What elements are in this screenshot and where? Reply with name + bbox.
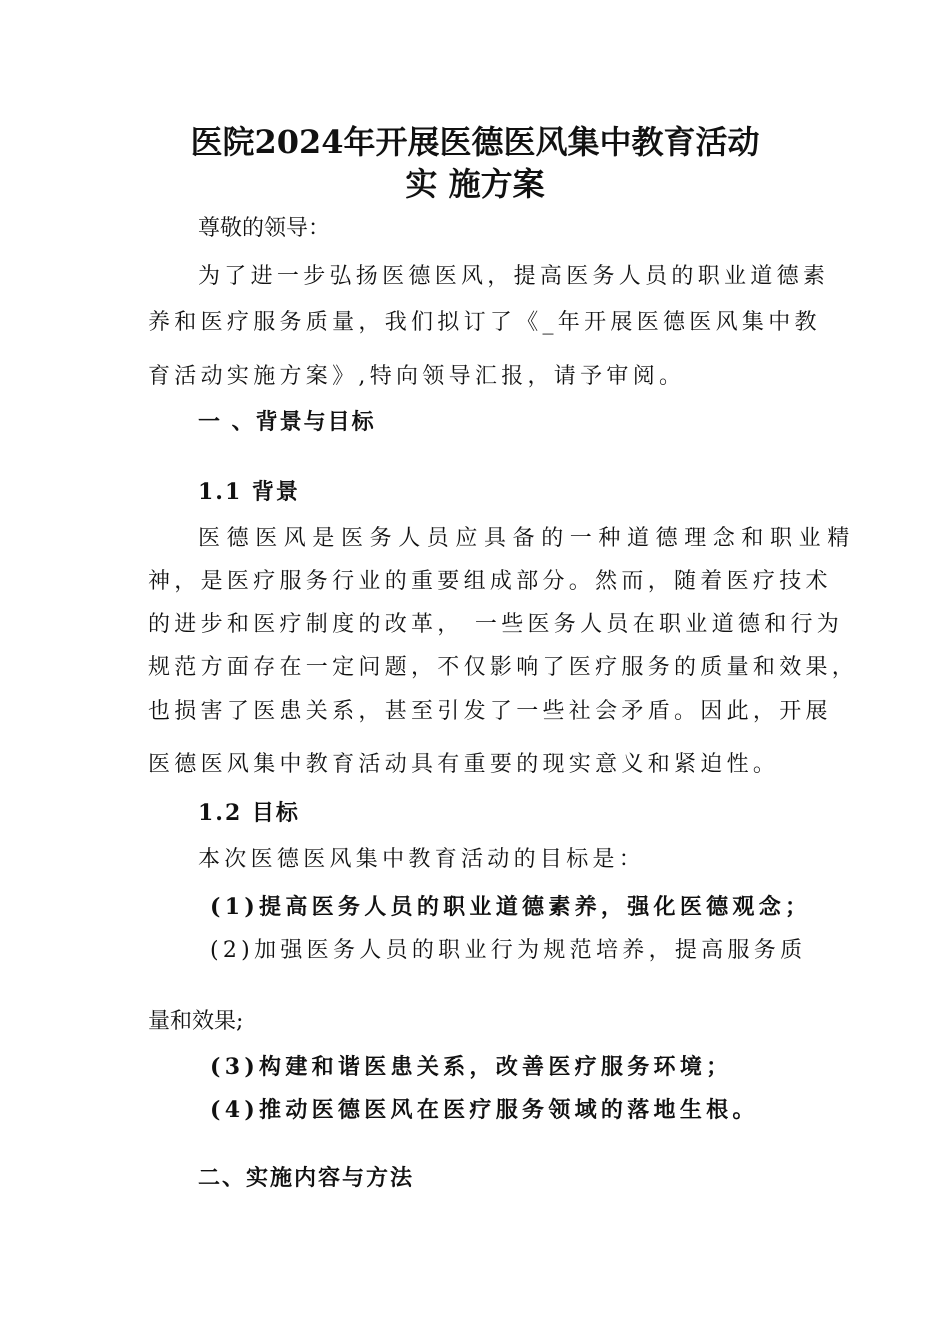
- background-line-6: 医德医风集中教育活动具有重要的现实意义和紧迫性。: [148, 752, 780, 777]
- section-1-heading: 一 、背景与目标: [198, 409, 376, 435]
- document-title-line-1: 医院2024年开展医德医风集中教育活动: [190, 123, 760, 161]
- background-line-3: 的进步和医疗制度的改革， 一些医务人员在职业道德和行为: [148, 612, 844, 637]
- subsection-1-1-heading: 1.1 背景: [198, 479, 300, 505]
- goals-intro: 本次医德医风集中教育活动的目标是：: [198, 847, 646, 872]
- subsection-1-2-heading: 1.2 目标: [198, 800, 300, 826]
- background-line-4: 规范方面存在一定问题，不仅影响了医疗服务的质量和效果，: [148, 655, 859, 680]
- salutation: 尊敬的领导：: [198, 216, 331, 241]
- goal-item-1: (1)提高医务人员的职业道德素养，强化医德观念；: [210, 894, 812, 920]
- goal-item-2-line-2: 量和效果;: [148, 1009, 244, 1034]
- intro-line-3: 育活动实施方案》,特向领导汇报，请予审阅。: [148, 364, 686, 389]
- section-2-heading: 二、实施内容与方法: [198, 1165, 415, 1191]
- background-line-5: 也损害了医患关系，甚至引发了一些社会矛盾。因此，开展: [148, 699, 832, 724]
- goal-item-4: (4)推动医德医风在医疗服务领域的落地生根。: [210, 1097, 759, 1123]
- goal-item-3: (3)构建和谐医患关系，改善医疗服务环境；: [210, 1054, 733, 1080]
- background-line-1: 医德医风是医务人员应具备的一种道德理念和职业精: [198, 526, 856, 551]
- background-line-2: 神，是医疗服务行业的重要组成部分。然而，随着医疗技术: [148, 569, 832, 594]
- goal-item-2-line-1: (2)加强医务人员的职业行为规范培养，提高服务质: [210, 938, 807, 963]
- intro-line-1: 为了进一步弘扬医德医风，提高医务人员的职业道德素: [198, 264, 830, 289]
- intro-line-2: 养和医疗服务质量，我们拟订了《_年开展医德医风集中教: [148, 310, 821, 335]
- document-title-line-2: 实 施方案: [405, 165, 545, 203]
